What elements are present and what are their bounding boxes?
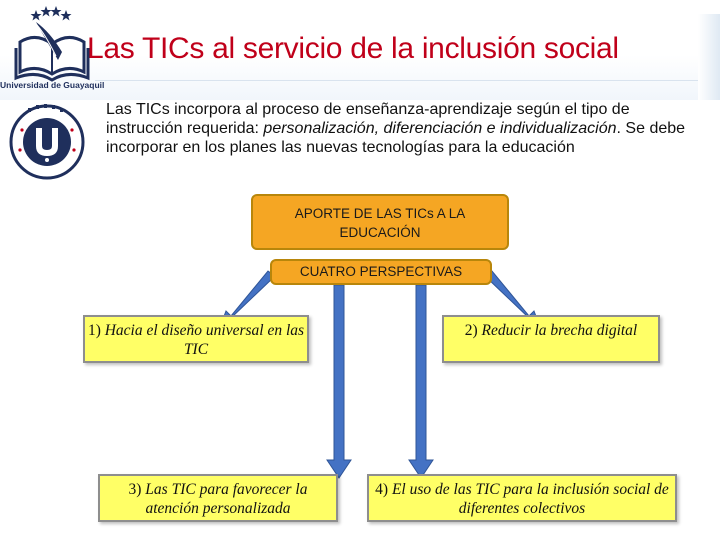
perspective-1-number: 1) [87, 322, 101, 339]
perspective-3-text: Las TIC para favorecer la atención personalizada [145, 481, 308, 517]
perspective-4-number: 4) [375, 481, 389, 498]
university-name: Universidad de Guayaquil [0, 80, 105, 90]
aporte-box: APORTE DE LAS TICs A LA EDUCACIÓN [251, 194, 509, 250]
intro-text-end: . Se debe incorporar en los planes las nuevas tecnologías para la educación [106, 120, 686, 156]
intro-emphasis: personalización, diferenciación e individualización [263, 120, 617, 137]
slide-title: Las TICs al servicio de la inclusión social [87, 32, 619, 65]
perspective-4-box [367, 474, 677, 522]
perspective-2-text: Reducir la brecha digital [481, 322, 638, 339]
perspective-4-text: El uso de las TIC para la inclusión social de diferentes colectivos [391, 481, 669, 517]
arrow-to-perspective-4 [409, 285, 433, 478]
perspective-1-text: Hacia el diseño universal en las TIC [104, 322, 305, 358]
perspective-3-box [98, 474, 338, 522]
arrow-to-perspective-3 [327, 285, 351, 478]
perspective-3-number: 3) [128, 481, 142, 498]
cuatro-perspectivas-box: CUATRO PERSPECTIVAS [270, 259, 492, 285]
intro-text-start: Las TICs incorpora al proceso de enseñanza-aprendizaje según el tipo de instrucción requerida: [106, 101, 630, 137]
perspective-2-box [442, 315, 660, 363]
perspective-1-box [83, 315, 309, 363]
perspective-2-number: 2) [464, 322, 478, 339]
